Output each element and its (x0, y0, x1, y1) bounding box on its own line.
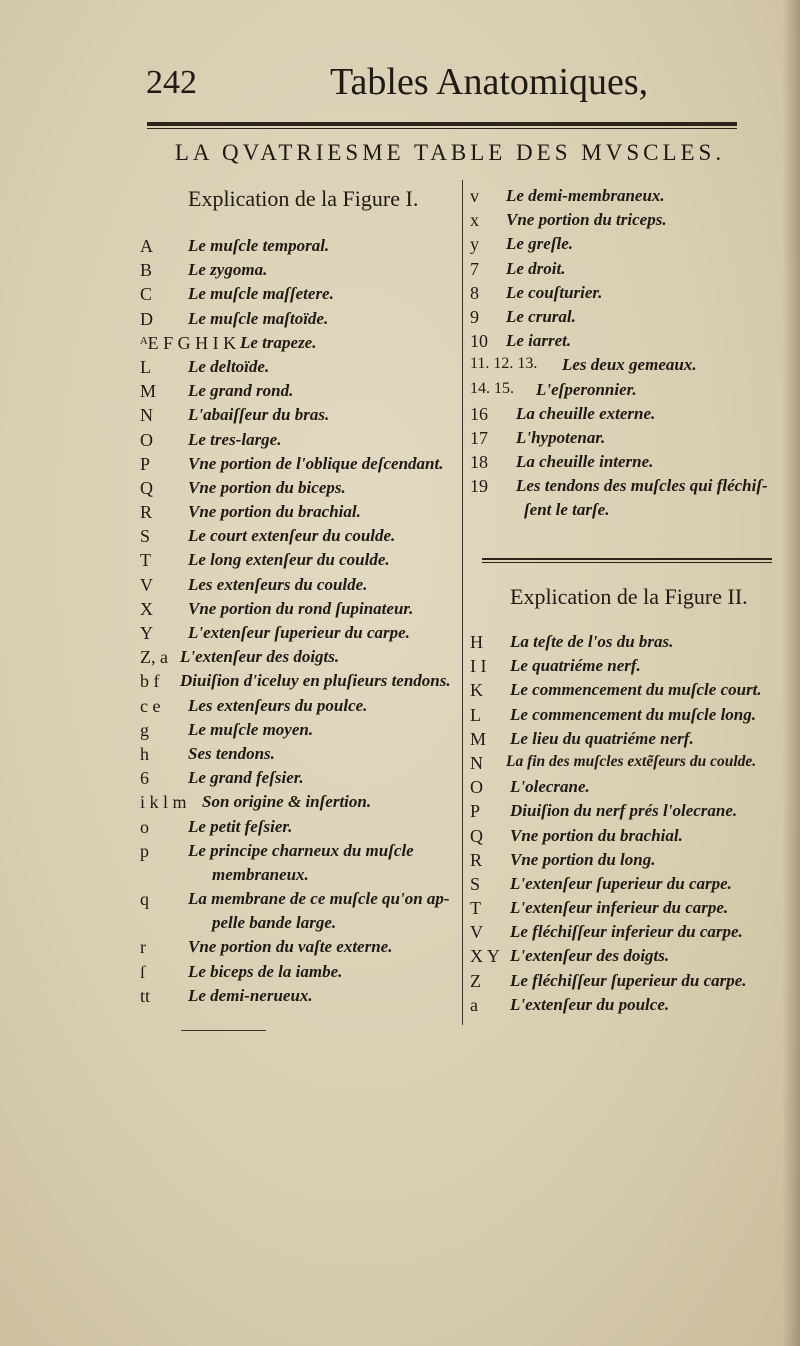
legend-key: P (470, 801, 481, 822)
legend-entry (140, 333, 460, 357)
legend-entry (140, 526, 460, 550)
legend-key: O (470, 777, 483, 798)
legend-desc: Le fléchiſſeur inferieur du carpe. (510, 922, 743, 942)
legend-entry (140, 744, 460, 768)
legend-entry (470, 428, 790, 452)
legend-key: g (140, 719, 149, 740)
legend-key: H (470, 632, 483, 652)
legend-desc: Le iarret. (506, 331, 572, 351)
legend-entry (140, 817, 460, 841)
legend-entry (470, 995, 800, 1019)
legend-entry (470, 971, 800, 995)
legend-desc: Le trapeze. (240, 332, 317, 352)
legend-entry (470, 186, 790, 210)
legend-entry (140, 478, 460, 502)
legend-key: X Y (470, 946, 500, 967)
legend-entry (470, 680, 800, 704)
legend-key: o (140, 816, 149, 837)
legend-desc: L'extenſeur des doigts. (180, 647, 340, 667)
legend-desc: Ses tendons. (188, 743, 275, 763)
legend-desc: Le muſcle maſſetere. (188, 284, 334, 304)
legend-desc: Le fléchiſſeur ſuperieur du carpe. (510, 970, 747, 990)
legend-key: ſ (140, 961, 146, 982)
legend-entry (140, 357, 460, 381)
legend-entry (470, 476, 790, 500)
legend-key: r (140, 937, 146, 958)
legend-desc: Vne portion du triceps. (506, 210, 667, 230)
legend-entry (470, 922, 800, 946)
legend-desc: Le greſle. (506, 234, 574, 254)
legend-key: S (470, 873, 481, 894)
legend-entry (140, 792, 460, 816)
legend-desc: Le grand feſsier. (188, 768, 304, 788)
legend-key: ᴬE F G H I K (140, 332, 237, 353)
legend-key: 10 (470, 331, 488, 352)
legend-desc: Le muſcle moyen. (188, 719, 314, 739)
legend-entry (140, 309, 460, 333)
legend-key: 17 (470, 427, 488, 448)
legend-key: M (140, 381, 157, 402)
legend-key: K (470, 680, 483, 701)
legend-desc: Le commencement du muſcle court. (510, 680, 762, 700)
legend-key: M (470, 728, 487, 749)
legend-entry (470, 404, 790, 428)
header-rule-thick (147, 122, 737, 126)
table-title: LA QVATRIESME TABLE DES MVSCLES. (174, 140, 726, 165)
legend-desc: Les extenſeurs du poulce. (188, 695, 368, 715)
legend-key: S (140, 526, 151, 547)
legend-desc: L'eſperonnier. (536, 379, 637, 399)
legend-entry (470, 283, 790, 307)
figure2-column (470, 632, 800, 1019)
legend-entry (470, 452, 790, 476)
legend-entry (140, 889, 460, 913)
legend-desc: Le demi-nerueux. (188, 985, 313, 1005)
legend-desc: Vne portion du rond ſupinateur. (188, 598, 414, 618)
legend-key: q (140, 889, 149, 910)
legend-entry (470, 801, 800, 825)
legend-key: v (470, 186, 479, 206)
legend-key: 9 (470, 306, 479, 327)
running-title: Tables Anatomiques, (330, 61, 649, 103)
legend-desc: La membrane de ce muſcle qu'on ap- (188, 889, 450, 909)
legend-desc: Le long extenſeur du coulde. (188, 550, 390, 570)
legend-key: B (140, 260, 153, 281)
legend-desc: Le droit. (506, 258, 566, 278)
legend-desc: Vne portion du biceps. (188, 477, 346, 497)
legend-key: L (470, 704, 481, 725)
legend-key: y (470, 234, 479, 255)
legend-entry (470, 874, 800, 898)
left-column-end-rule (181, 1030, 266, 1031)
legend-desc: Le principe charneux du muſcle (188, 840, 414, 860)
legend-desc: L'extenſeur ſuperieur du carpe. (188, 623, 410, 642)
legend-desc: La teſte de l'os du bras. (510, 632, 674, 651)
legend-desc: Le tres-large. (188, 429, 282, 449)
page-header (0, 58, 800, 108)
legend-key: h (140, 743, 149, 764)
legend-desc: Diuiſion du nerf prés l'olecrane. (510, 801, 738, 821)
legend-entry (140, 720, 460, 744)
legend-entry (470, 777, 800, 801)
legend-key: Z (470, 970, 481, 991)
legend-desc: Le zygoma. (188, 260, 268, 280)
legend-key: x (470, 210, 479, 231)
legend-entry (470, 729, 800, 753)
legend-key: Z, a (140, 647, 168, 668)
legend-desc: Le muſcle temporal. (188, 236, 330, 255)
legend-desc: Le crural. (506, 306, 576, 326)
legend-desc: Le quatriéme nerf. (510, 656, 641, 676)
section-rule-thin (482, 562, 772, 563)
legend-entry (140, 284, 460, 308)
legend-entry (140, 623, 460, 647)
legend-entry (140, 865, 460, 889)
legend-key: D (140, 308, 153, 329)
legend-key: N (140, 405, 153, 426)
legend-key: 8 (470, 282, 479, 303)
legend-desc: membraneux. (212, 864, 309, 884)
legend-desc: La fin des muſcles extẽſeurs du coulde. (506, 752, 757, 770)
legend-desc: Le lieu du quatriéme nerf. (510, 728, 694, 748)
legend-key: I I (470, 656, 487, 677)
legend-entry (470, 259, 790, 283)
legend-entry (140, 405, 460, 429)
legend-desc: Le petit feſsier. (188, 816, 293, 836)
legend-desc: Le commencement du muſcle long. (510, 704, 756, 724)
legend-key: C (140, 284, 153, 305)
legend-entry (140, 550, 460, 574)
legend-key: 6 (140, 768, 149, 789)
legend-desc: Le deltoïde. (188, 356, 270, 376)
legend-desc: Vne portion du brachial. (188, 502, 361, 522)
legend-desc: Diuiſion d'iceluy en pluſieurs tendons. (180, 671, 451, 691)
legend-entry (470, 210, 790, 234)
legend-desc: Le couſturier. (506, 282, 603, 302)
legend-key: V (140, 574, 153, 595)
header-rule-thin (147, 128, 737, 129)
legend-key: Y (140, 623, 153, 643)
legend-key: R (470, 849, 483, 870)
legend-key: b f (140, 671, 160, 692)
legend-key: i k l m (140, 792, 187, 813)
legend-desc: L'extenſeur inferieur du carpe. (510, 898, 729, 918)
legend-key: X (140, 598, 153, 619)
legend-entry (140, 986, 460, 1010)
legend-key: 18 (470, 452, 488, 473)
legend-entry (140, 647, 460, 671)
legend-desc: Vne portion de l'oblique deſcendant. (188, 453, 444, 473)
legend-key: L (140, 356, 151, 377)
legend-key: a (470, 994, 478, 1015)
legend-entry (470, 753, 800, 777)
legend-key: 7 (470, 258, 479, 279)
figure1-right-column (470, 186, 790, 525)
legend-key: 11. 12. 13. (470, 355, 538, 373)
legend-desc: Les extenſeurs du coulde. (188, 574, 368, 594)
legend-entry (470, 355, 790, 379)
legend-key: Q (470, 825, 483, 846)
legend-entry (470, 380, 790, 404)
legend-entry (140, 937, 460, 961)
legend-entry (470, 705, 800, 729)
legend-entry (470, 946, 800, 970)
legend-desc: L'olecrane. (510, 777, 590, 797)
legend-entry (140, 962, 460, 986)
legend-entry (140, 671, 460, 695)
legend-key: tt (140, 985, 151, 1006)
legend-entry (470, 632, 800, 656)
legend-entry (470, 898, 800, 922)
legend-desc: Le grand rond. (188, 381, 294, 401)
legend-desc: L'extenſeur du poulce. (510, 994, 670, 1014)
legend-key: 16 (470, 403, 488, 424)
legend-desc: Le biceps de la iambe. (188, 961, 343, 981)
legend-key: Q (140, 477, 153, 498)
legend-desc: ſent le tarſe. (524, 500, 610, 520)
legend-desc: L'abaiſſeur du bras. (188, 405, 330, 425)
legend-entry (470, 307, 790, 331)
legend-desc: Les tendons des muſcles qui fléchiſ- (516, 476, 768, 496)
section-rule-thick (482, 558, 772, 560)
legend-key: A (140, 236, 153, 256)
legend-entry (470, 234, 790, 258)
legend-desc: Les deux gemeaux. (562, 355, 697, 375)
legend-entry (140, 236, 460, 260)
legend-entry (470, 826, 800, 850)
legend-desc: L'hypotenar. (516, 427, 606, 447)
legend-entry (140, 454, 460, 478)
legend-key: 14. 15. (470, 379, 514, 397)
legend-desc: L'extenſeur ſuperieur du carpe. (510, 873, 732, 893)
legend-key: T (470, 898, 481, 919)
legend-desc: Vne portion du brachial. (510, 825, 683, 845)
figure2-heading: Explication de la Figure II. (510, 584, 748, 609)
legend-entry (140, 913, 460, 937)
legend-entry (140, 381, 460, 405)
legend-desc: Vne portion du long. (510, 849, 656, 869)
legend-entry (140, 575, 460, 599)
legend-key: N (470, 752, 483, 773)
legend-key: P (140, 453, 151, 474)
legend-key: c e (140, 695, 161, 716)
legend-desc: Vne portion du vaſte externe. (188, 937, 393, 957)
legend-entry (470, 656, 800, 680)
legend-desc: L'extenſeur des doigts. (510, 946, 670, 966)
column-divider (462, 180, 463, 1025)
legend-entry (140, 502, 460, 526)
legend-entry (140, 768, 460, 792)
legend-desc: Son origine & inſertion. (202, 792, 372, 812)
legend-key: V (470, 922, 483, 943)
figure1-left-column (140, 236, 460, 1010)
page-number: 242 (146, 64, 197, 101)
legend-desc: Le muſcle maſtoïde. (188, 308, 329, 328)
legend-desc: La cheuille interne. (516, 452, 654, 472)
legend-desc: Le demi-membraneux. (506, 186, 665, 205)
legend-entry (140, 260, 460, 284)
legend-entry (470, 500, 790, 524)
figure1-heading: Explication de la Figure I. (188, 186, 419, 211)
legend-entry (470, 850, 800, 874)
legend-entry (140, 430, 460, 454)
legend-entry (140, 841, 460, 865)
legend-key: p (140, 840, 149, 861)
legend-entry (470, 331, 790, 355)
legend-key: T (140, 550, 151, 571)
legend-entry (140, 696, 460, 720)
legend-key: O (140, 429, 153, 450)
legend-key: R (140, 502, 153, 523)
legend-desc: La cheuille externe. (516, 403, 656, 423)
legend-desc: pelle bande large. (212, 913, 337, 933)
legend-key: 19 (470, 476, 488, 497)
legend-entry (140, 599, 460, 623)
legend-desc: Le court extenſeur du coulde. (188, 526, 396, 546)
